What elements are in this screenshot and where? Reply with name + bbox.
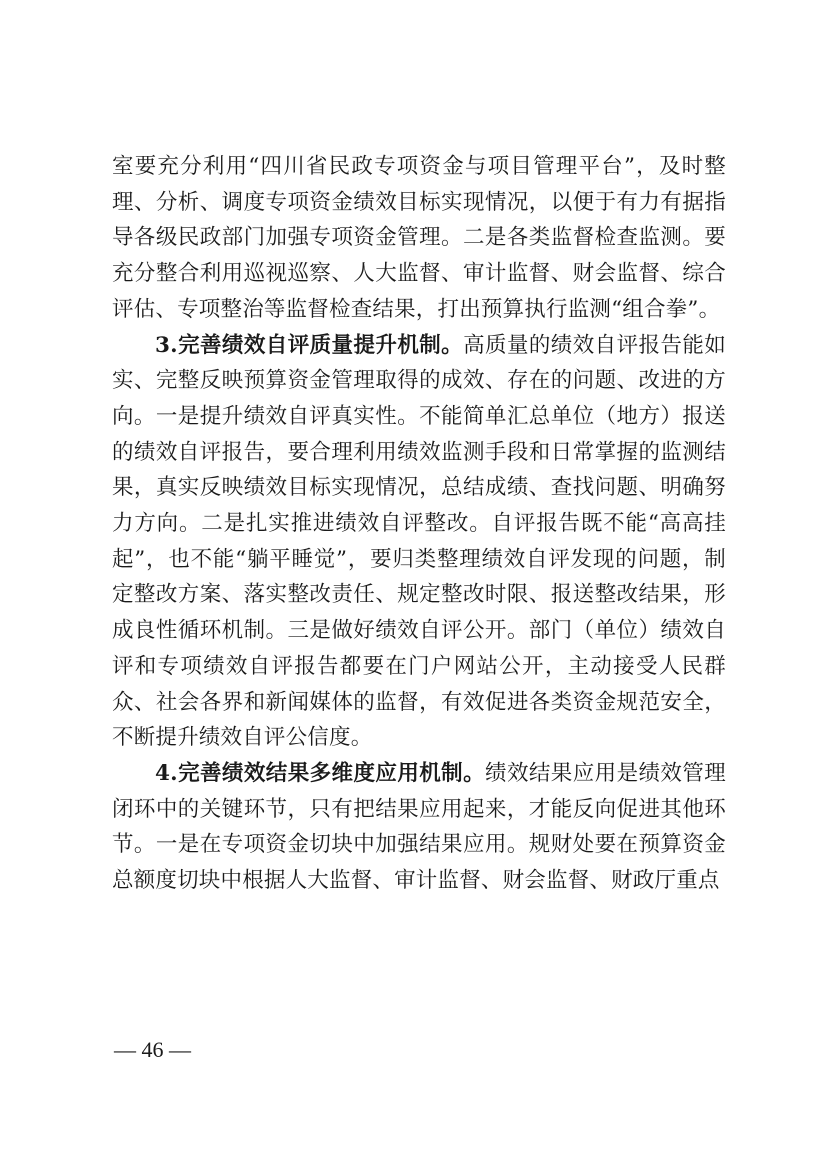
paragraph-text: 绩效结果应用是绩效管理闭环中的关键环节，只有把结果应用起来，才能反向促进其他环节。一是在专项资金切块中加强结果应用。规财处要在预算资金总额度切块中根据人大监督、审计监督、财会监督、财政厅重点 (112, 760, 726, 894)
paragraph-result-application (112, 756, 726, 899)
paragraph-text: 室要充分利用“四川省民政专项资金与项目管理平台”，及时整理、分析、调度专项资金绩效目标实现情况，以便于有力有据指导各级民政部门加强专项资金管理。二是各类监督检查监测。要充分整合利用巡视巡察、人大监督、审计监督、财会监督、综合评估、专项整治等监督检查结果，打出预算执行监测“组合拳”。 (112, 154, 726, 322)
body-text (112, 149, 726, 899)
paragraph-continued (112, 149, 726, 328)
section-heading: 4.完善绩效结果多维度应用机制。 (155, 760, 486, 786)
page-number: — 46 — (114, 1037, 191, 1062)
paragraph-text: 高质量的绩效自评报告能如实、完整反映预算资金管理取得的成效、存在的问题、改进的方向。一是提升绩效自评真实性。不能简单汇总单位（地方）报送的绩效自评报告，要合理利用绩效监测手段和日常掌握的监测结果，真实反映绩效目标实现情况，总结成绩、查找问题、明确努力方向。二是扎实推进绩效自评整改。自评报告既不能“高高挂起”，也不能“躺平睡觉”，要归类整理绩效自评发现的问题，制定整改方案、落实整改责任、规定整改时限、报送整改结果，形成良性循环机制。三是做好绩效自评公开。部门（单位）绩效自评和专项绩效自评报告都要在门户网站公开，主动接受人民群众、社会各界和新闻媒体的监督，有效促进各类资金规范安全，不断提升绩效自评公信度。 (112, 332, 726, 751)
paragraph-self-evaluation (112, 328, 726, 756)
section-heading: 3.完善绩效自评质量提升机制。 (155, 332, 464, 358)
